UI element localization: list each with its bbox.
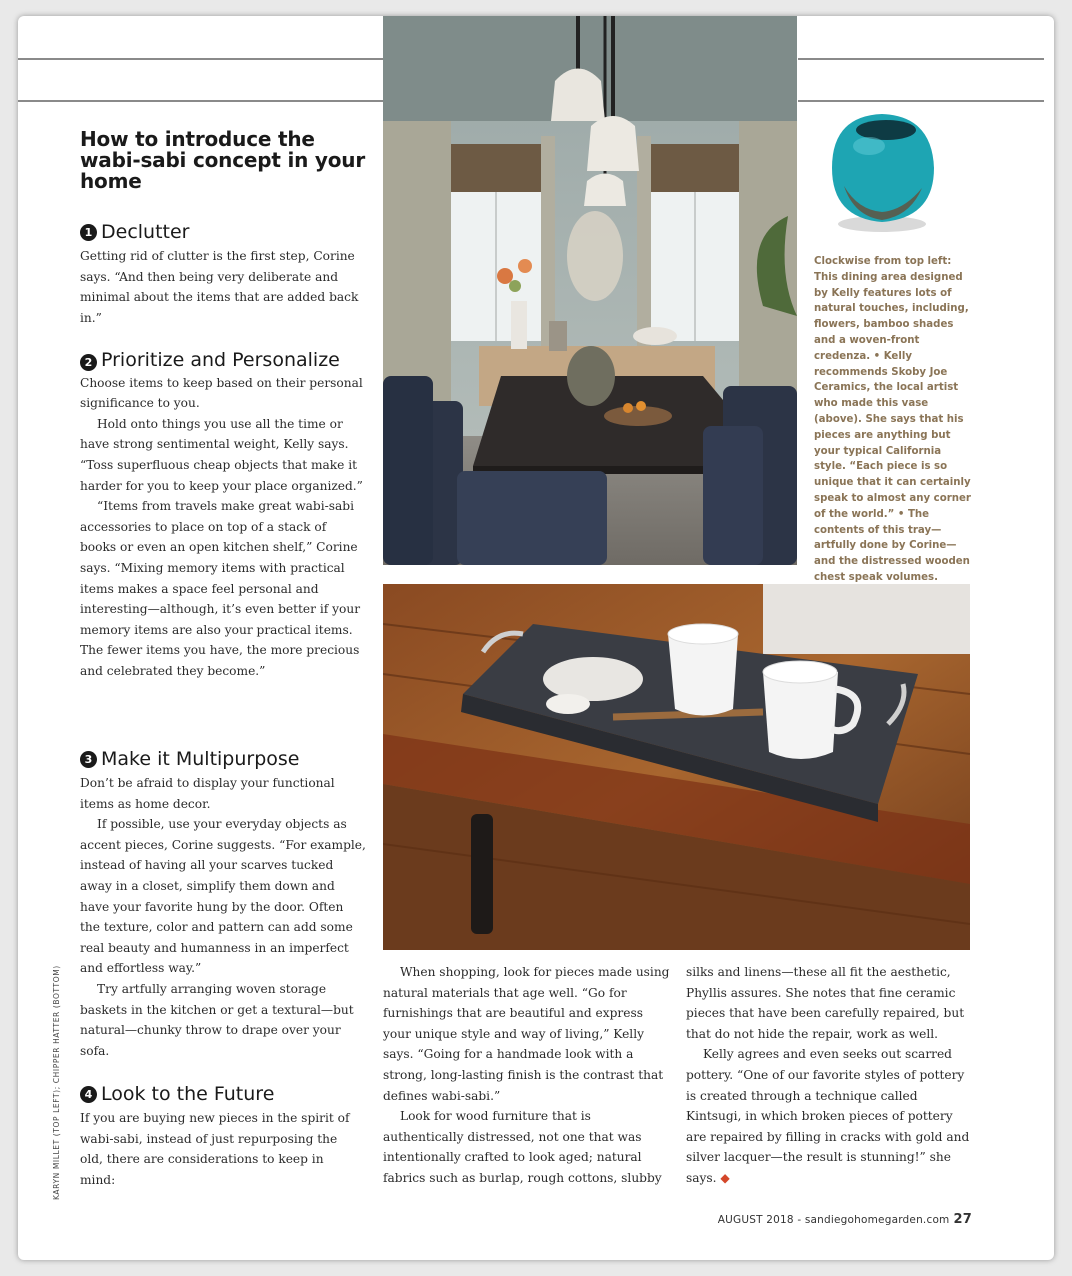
tray-chest-illustration xyxy=(383,584,970,950)
section-number-badge: 3 xyxy=(80,751,97,768)
section-2-heading: Prioritize and Personalize xyxy=(101,349,340,371)
section-number-badge: 2 xyxy=(80,354,97,371)
section-number-badge: 4 xyxy=(80,1086,97,1103)
page-footer xyxy=(718,1212,972,1227)
section-1-heading: 1 Declutter xyxy=(80,221,190,243)
top-rule-left-2 xyxy=(18,100,383,102)
photo-credit: KARYN MILLET (TOP LEFT); CHIPPER HATTER (BOTTOM) xyxy=(52,965,61,1200)
end-mark-icon: ◆ xyxy=(720,1170,730,1185)
dining-room-photo xyxy=(383,16,797,565)
footer-issue: AUGUST 2018 - sandiegohomegarden.com xyxy=(717,1214,950,1226)
section-number-badge: 1 xyxy=(80,224,97,241)
article-title: How to introduce the wabi-sabi concept in your home xyxy=(80,127,366,193)
ceramic-vase-photo xyxy=(814,106,954,241)
section-1-text: Getting rid of clutter is the first step, Corine says. “And then being very deliberate and minimal about the items that are added back in.” xyxy=(80,249,359,325)
section-3-heading: 3 Make it Multipurpose xyxy=(80,748,300,770)
section-4-heading: 4 Look to the Future xyxy=(80,1083,274,1105)
teal-vase-illustration xyxy=(814,106,954,241)
section-2-lead: Choose items to keep based on their personal significance to you. xyxy=(80,375,363,411)
section-4-text: If you are buying new pieces in the spirit of wabi-sabi, instead of just repurposing the old, there are considerations to keep in mind: xyxy=(80,1111,350,1187)
section-2-text: Prioritize and Personalize Choose items to keep based on their personal significance to you. Hold onto things you use all the time or have strong sentimental weight, Kelly says. “Toss superfluous cheap objects that make it harder for you to keep your place organized.” “Items from travels make great wabi-sabi accessories to place on top of a stack of books or even an open kitchen shelf,” Corine says. “Mixing memory items with practical items makes a space feel personal and interesting—although, it’s even better if your memory items are also your practical items. The fewer items you have, the more precious and celebrated they become.” xyxy=(80,349,363,678)
photo-caption: Clockwise from top left: This dining area designed by Kelly features lots of natural touches, including, flowers, bamboo shades and a woven-front credenza. • Kelly recommends Skoby Joe Ceramics, the local artist who made this vase (above). She says that his pieces are anything but your typical California style. “Each piece is so unique that it can certainly speak to almost any corner of the world.” • The contents of this tray—artfully done by Corine—and the distressed wooden chest speak volumes. xyxy=(814,256,971,583)
right-column-text: silks and linens—these all fit the aesthetic, Phyllis assures. She notes that fine ceramic pieces that have been carefully repaired, but that do not hide the repair, work as well. Kelly agrees and even seeks out scarred pottery. “One of our favorite styles of pottery is created through a technique called Kintsugi, in which broken pieces of pottery are repaired by filling in cracks with gold and silver lacquer—the result is stunning!” she says. ◆ xyxy=(686,965,970,1185)
top-rule-right-2 xyxy=(798,100,1044,102)
tray-on-chest-photo xyxy=(383,584,970,950)
middle-column-text: When shopping, look for pieces made using natural materials that age well. “Go for furnishings that are beautiful and express your unique style and way of living,” Kelly says. “Going for a handmade look with a strong, long-lasting finish is the contrast that defines wabi-sabi.” Look for wood furniture that is authentically distressed, not one that was intentionally crafted to look aged; natural fabrics such as burlap, rough cottons, slubby xyxy=(383,965,670,1185)
magazine-page xyxy=(18,16,1054,1260)
page-number: 27 xyxy=(953,1212,972,1227)
top-rule-right-1 xyxy=(798,58,1044,60)
top-rule-left-1 xyxy=(18,58,383,60)
section-3-text: Don’t be afraid to display your functional items as home decor. If possible, use your everyday objects as accent pieces, Corine suggests. “For example, instead of having all your scarves tucked away in a closet, simplify them down and have your favorite hung by the door. Often the texture, color and pattern can add some real beauty and humanness in an imperfect and effortless way.” Try artfully arranging woven storage baskets in the kitchen or get a textural—but natural—chunky throw to drape over your sofa. xyxy=(80,776,366,1058)
dining-room-illustration xyxy=(383,16,797,565)
